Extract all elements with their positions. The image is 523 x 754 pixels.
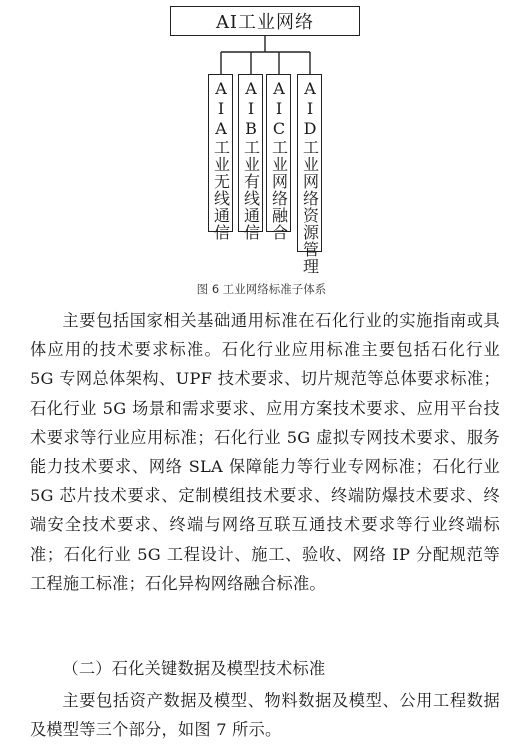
child-node-aic: [266, 74, 291, 241]
child-node-aic-label: AIC工业网络融合: [269, 79, 289, 241]
child-node-aib: [238, 74, 263, 241]
section-heading: （二）石化关键数据及模型技术标准: [62, 659, 326, 678]
figure-caption: 图 6 工业网络标准子体系: [196, 282, 327, 296]
child-node-aia: [208, 74, 233, 241]
child-node-aia-label: AIA工业无线通信: [211, 79, 231, 241]
network-standard-diagram: [0, 0, 523, 275]
child-node-aid-label: AID工业网络资源管理: [300, 79, 320, 275]
body-paragraph-2: 主要包括资产数据及模型、物料数据及模型、公用工程数据及模型等三个部分，如图 7 所示。: [30, 691, 500, 740]
body-paragraph-1: 主要包括国家相关基础通用标准在石化行业的实施指南或具体应用的技术要求标准。石化行业应用标准主要包括石化行业 5G 专网总体架构、UPF 技术要求、切片规范等总体要求标准；石化行业 5G 场景和需求要求、应用方案技术要求、应用平台技术要求等行业应用标准；石化行业 5G 虚拟专网技术要求、服务能力技术要求、网络 SLA 保障能力等行业专网标准；石化行业 5G 芯片技术要求、定制模组技术要求、终端防爆技术要求、终端安全技术要求、终端与网络互联互通技术要求等行业终端标准；石化行业 5G 工程设计、施工、验收、网络 IP 分配规范等工程施工标准；石化异构网络融合标准。: [30, 311, 500, 593]
root-node-label: AI工业网络: [215, 12, 315, 33]
child-node-aib-label: AIB工业有线通信: [241, 79, 261, 241]
child-node-aid: [297, 74, 322, 275]
root-node-ai-industrial-network: [170, 6, 360, 36]
